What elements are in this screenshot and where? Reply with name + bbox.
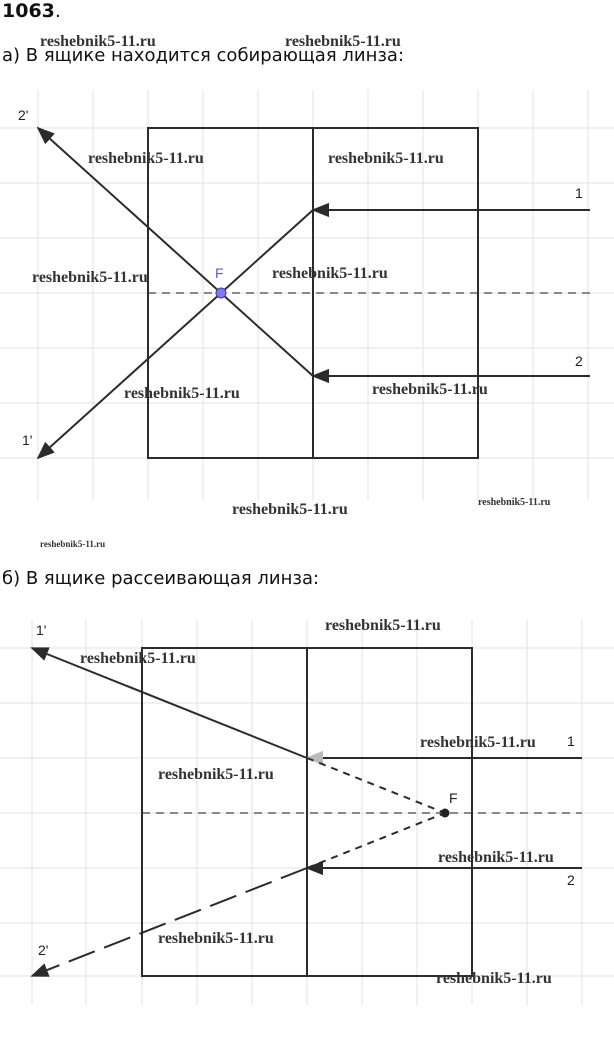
watermark: reshebnik5-11.ru: [32, 269, 148, 286]
watermark: reshebnik5-11.ru: [272, 265, 388, 282]
ray-2-refracted-b: [32, 868, 307, 976]
watermark: reshebnik5-11.ru: [158, 766, 274, 783]
watermark: reshebnik5-11.ru: [40, 33, 156, 50]
watermark: reshebnik5-11.ru: [420, 734, 536, 751]
watermark: reshebnik5-11.ru: [80, 650, 196, 667]
watermark: reshebnik5-11.ru: [438, 849, 554, 866]
watermark: reshebnik5-11.ru: [436, 970, 552, 987]
watermark: reshebnik5-11.ru: [372, 381, 488, 398]
watermark: reshebnik5-11.ru: [325, 617, 441, 634]
extension-2-b: [307, 813, 445, 868]
caption-a: а) В ящике находится собирающая линза:: [2, 45, 405, 66]
focus-label-a: F: [215, 265, 224, 281]
label-1prime-b: 1': [36, 622, 47, 638]
focus-point-b: [441, 809, 450, 818]
diagram-a: [0, 80, 614, 520]
ray-1-refracted: [38, 210, 313, 458]
watermark: reshebnik5-11.ru: [158, 930, 274, 947]
watermark: reshebnik5-11.ru: [124, 385, 240, 402]
watermark: reshebnik5-11.ru: [328, 150, 444, 167]
watermark: reshebnik5-11.ru: [478, 497, 551, 508]
focus-point-a: [216, 288, 226, 298]
caption-b: б) В ящике рассеивающая линза:: [2, 568, 320, 589]
watermark: reshebnik5-11.ru: [88, 150, 204, 167]
label-2-a: 2: [575, 353, 583, 369]
label-2-b: 2: [567, 872, 575, 888]
label-1-a: 1: [575, 185, 583, 201]
label-1-b: 1: [567, 733, 575, 749]
extension-1-b: [307, 758, 445, 813]
focus-label-b: F: [449, 790, 458, 806]
watermark: reshebnik5-11.ru: [232, 501, 348, 518]
label-2prime-a: 2': [18, 107, 29, 123]
diagram-b: [0, 610, 614, 1015]
label-2prime-b: 2': [38, 942, 49, 958]
watermark: reshebnik5-11.ru: [40, 539, 106, 549]
watermark: reshebnik5-11.ru: [285, 33, 401, 50]
label-1prime-a: 1': [22, 432, 33, 448]
problem-number: 1063.: [2, 0, 61, 22]
